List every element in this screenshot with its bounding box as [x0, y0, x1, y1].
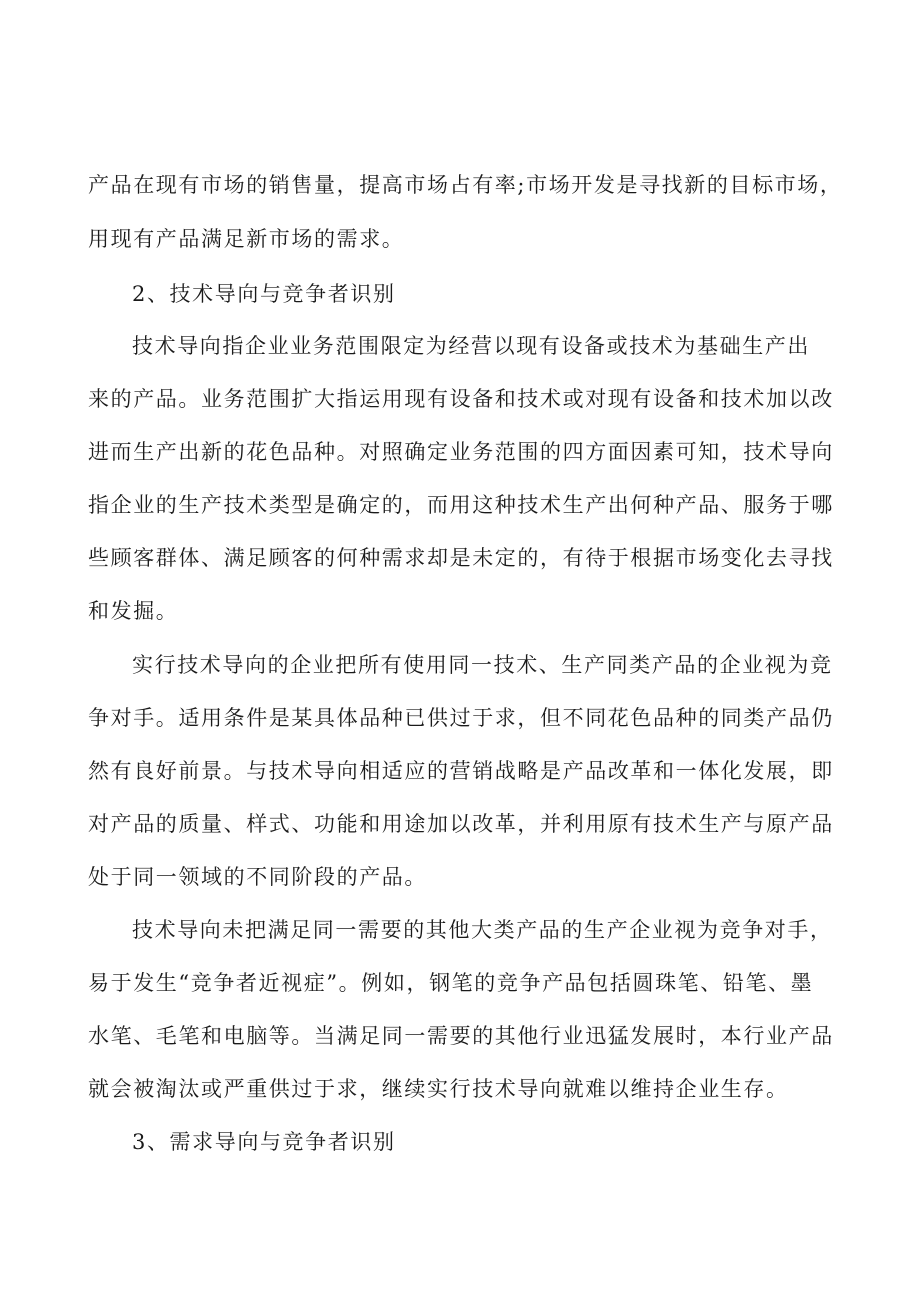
text-line: 对产品的质量、样式、功能和用途加以改革，并利用原有技术生产与原产品	[88, 812, 834, 836]
text-line: 水笔、毛笔和电脑等。当满足同一需要的其他行业迅猛发展时，本行业产品	[88, 1024, 834, 1048]
section-heading: 2、技术导向与竞争者识别	[132, 282, 396, 306]
text-line: 进而生产出新的花色品种。对照确定业务范围的四方面因素可知，技术导向	[88, 440, 834, 464]
text-line: 争对手。适用条件是某具体品种已供过于求，但不同花色品种的同类产品仍	[88, 706, 834, 730]
text-line: 和发掘。	[88, 599, 179, 623]
text-line: 来的产品。业务范围扩大指运用现有设备和技术或对现有设备和技术加以改	[88, 387, 834, 411]
section-heading: 3、需求导向与竞争者识别	[132, 1130, 396, 1154]
text-line: 技术导向指企业业务范围限定为经营以现有设备或技术为基础生产出	[132, 334, 810, 358]
text-line: 产品在现有市场的销售量，提高市场占有率;市场开发是寻找新的目标市场，	[88, 173, 843, 197]
text-line: 易于发生“竞争者近视症”。例如，钢笔的竞争产品包括圆珠笔、铅笔、墨	[88, 971, 814, 995]
text-line: 实行技术导向的企业把所有使用同一技术、生产同类产品的企业视为竞	[132, 653, 833, 677]
text-line: 用现有产品满足新市场的需求。	[88, 227, 405, 251]
text-line: 些顾客群体、满足顾客的何种需求却是未定的，有待于根据市场变化去寻找	[88, 546, 834, 570]
text-line: 然有良好前景。与技术导向相适应的营销战略是产品改革和一体化发展，即	[88, 759, 834, 783]
text-line: 处于同一领域的不同阶段的产品。	[88, 865, 427, 889]
text-line: 指企业的生产技术类型是确定的，而用这种技术生产出何种产品、服务于哪	[88, 493, 834, 517]
text-line: 就会被淘汰或严重供过于求，继续实行技术导向就难以维持企业生存。	[88, 1077, 789, 1101]
text-line: 技术导向未把满足同一需要的其他大类产品的生产企业视为竞争对手，	[132, 918, 833, 942]
